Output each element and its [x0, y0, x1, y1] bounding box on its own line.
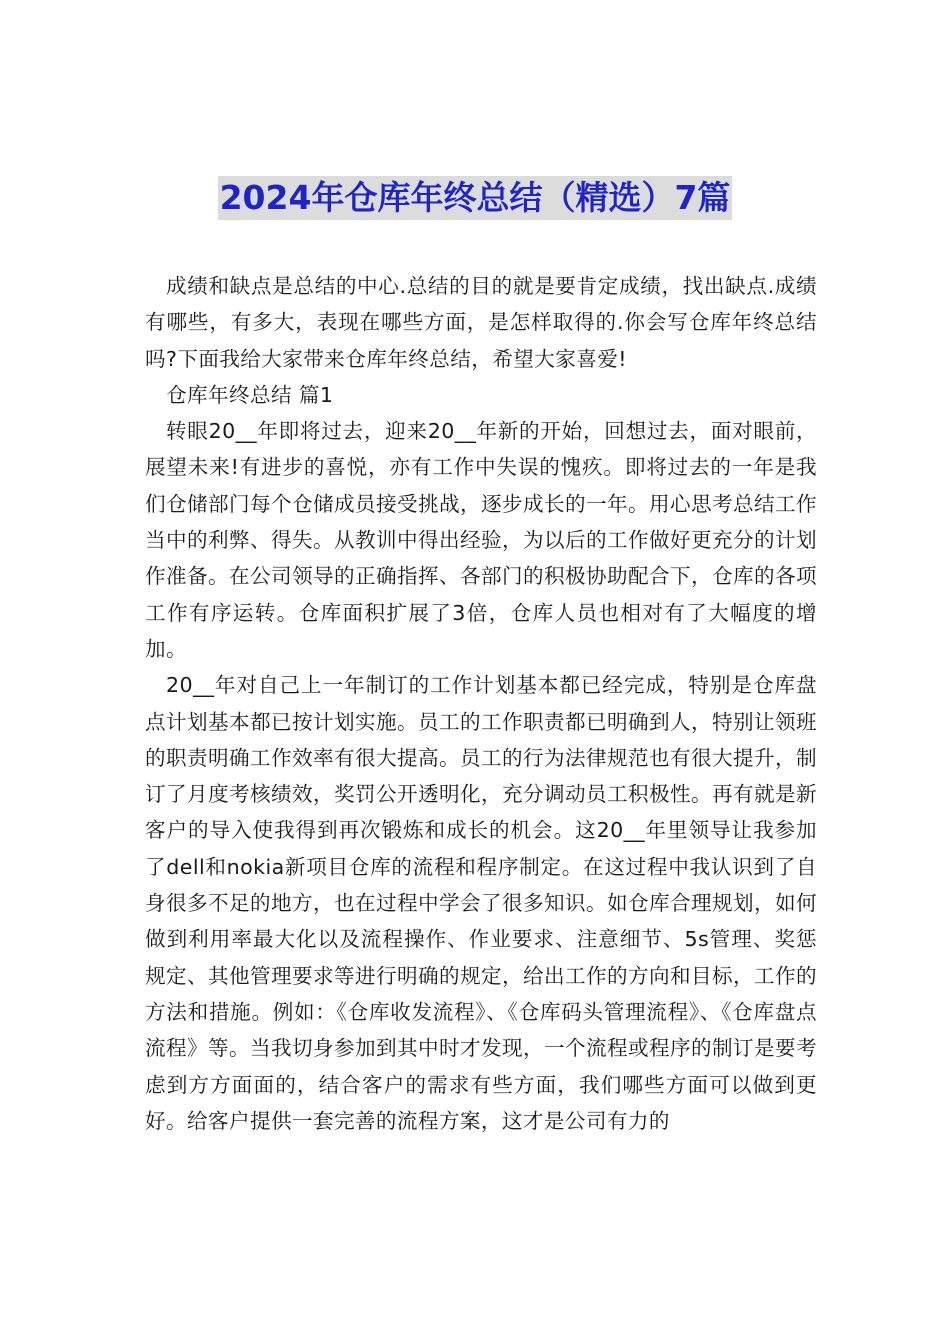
document-title: 2024年仓库年终总结（精选）7篇: [218, 176, 733, 220]
title-container: [0, 176, 950, 220]
section-heading: 仓库年终总结 篇1: [166, 382, 334, 407]
body-paragraph: 20__年对自己上一年制订的工作计划基本都已经完成，特别是仓库盘点计划基本都已按计划实施。员工的工作职责都已明确到人，特别让领班的职责明确工作效率有很大提高。员工的行为法律规范也有很大提升，制订了月度考核绩效，奖罚公开透明化，充分调动员工积极性。再有就是新客户的导入使我得到再次锻炼和成长的机会。这20__年里领导让我参加了dell和nokia新项目仓库的流程和程序制定。在这过程中我认识到了自身很多不足的地方，也在过程中学会了很多知识。如仓库合理规划，如何做到利用率最大化以及流程操作、作业要求、注意细节、5s管理、奖惩规定、其他管理要求等进行明确的规定，给出工作的方向和目标，工作的方法和措施。例如：《仓库收发流程》、《仓库码头管理流程》、《仓库盘点流程》等。当我切身参加到其中时才发现，一个流程或程序的制订是要考虑到方方面面的，结合客户的需求有些方面，我们哪些方面可以做到更好。给客户提供一套完善的流程方案，这才是公司有力的: [145, 673, 817, 1133]
intro-paragraph: 成绩和缺点是总结的中心.总结的目的就是要肯定成绩，找出缺点.成绩有哪些，有多大，表现在哪些方面，是怎样取得的.你会写仓库年终总结吗?下面我给大家带来仓库年终总结，希望大家喜爱!: [145, 274, 817, 371]
document-body: [145, 268, 817, 1139]
body-paragraph: 转眼20__年即将过去，迎来20__年新的开始，回想过去，面对眼前，展望未来!有进步的喜悦，亦有工作中失误的愧疚。即将过去的一年是我们仓储部门每个仓储成员接受挑战，逐步成长的一年。用心思考总结工作当中的利弊、得失。从教训中得出经验，为以后的工作做好更充分的计划作准备。在公司领导的正确指挥、各部门的积极协助配合下，仓库的各项工作有序运转。仓库面积扩展了3倍，仓库人员也相对有了大幅度的增加。: [145, 419, 817, 661]
